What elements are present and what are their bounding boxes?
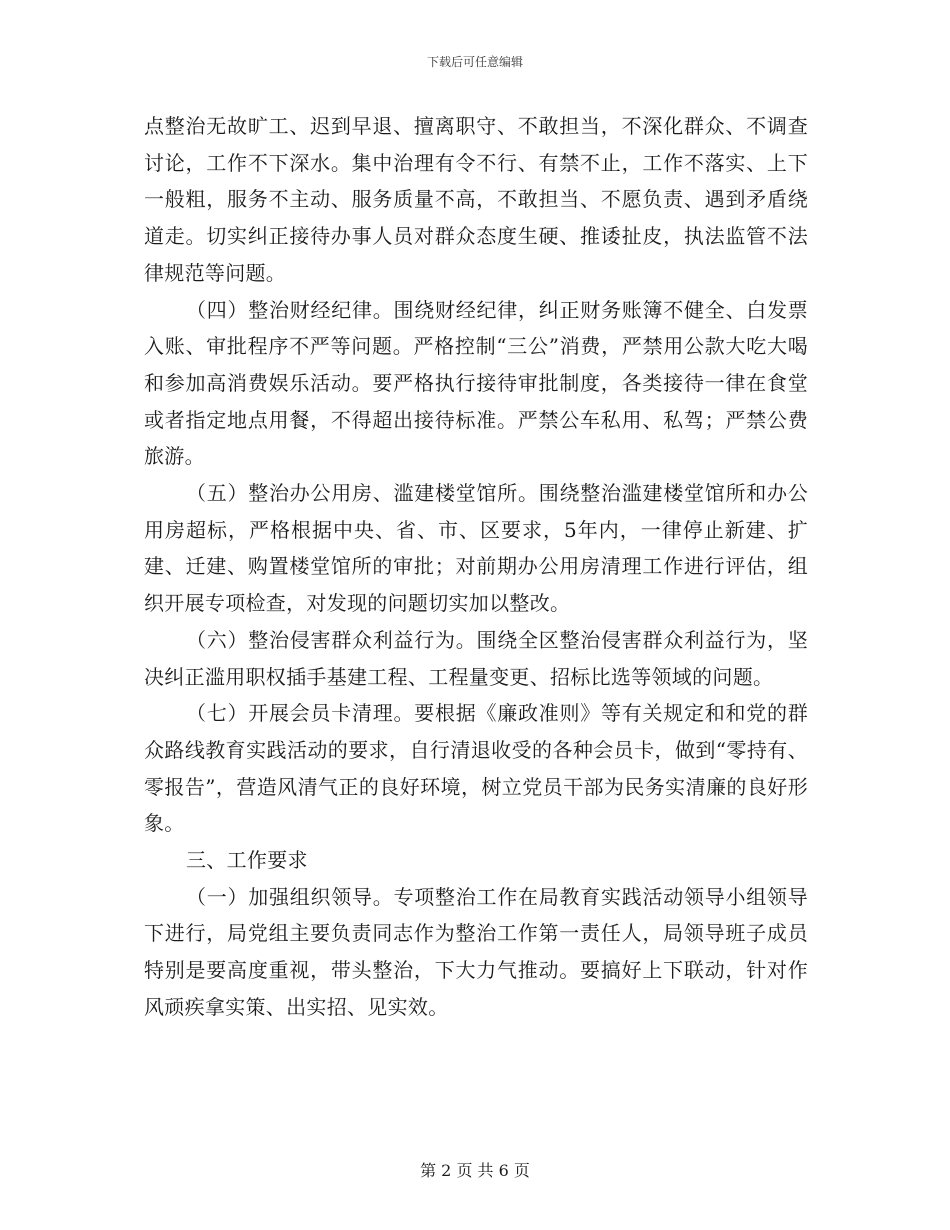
paragraph-membership-cards: （七）开展会员卡清理。要根据《廉政准则》等有关规定和和党的群众路线教育实践活动的要求，自行清退收受的各种会员卡，做到“零持有、零报告”，营造风清气正的良好环境，树立党员干部为民务实清廉的良好形象。: [144, 701, 808, 836]
paragraph-office-buildings: （五）整治办公用房、滥建楼堂馆所。围绕整治滥建楼堂馆所和办公用房超标，严格根据中央、省、市、区要求，5年内，一律停止新建、扩建、迁建、购置楼堂馆所的审批；对前期办公用房清理工作进行评估，组织开展专项检查，对发现的问题切实加以整改。: [144, 481, 808, 616]
paragraph-organization-leadership: （一）加强组织领导。专项整治工作在局教育实践活动领导小组领导下进行，局党组主要负责同志作为整治工作第一责任人，局领导班子成员特别是要高度重视，带头整治，下大力气推动。要搞好上下联动，针对作风顽疾拿实策、出实招、见实效。: [144, 884, 808, 1019]
document-body: [144, 108, 808, 1026]
paragraph-public-interest: （六）整治侵害群众利益行为。围绕全区整治侵害群众利益行为，坚决纠正滥用职权插手基建工程、工程量变更、招标比选等领域的问题。: [144, 627, 808, 689]
paragraph-finance-discipline: （四）整治财经纪律。围绕财经纪律，纠正财务账簿不健全、白发票入账、审批程序不严等问题。严格控制“三公”消费，严禁用公款大吃大喝和参加高消费娱乐活动。要严格执行接待审批制度，各类接待一律在食堂或者指定地点用餐，不得超出接待标准。严禁公车私用、私驾；严禁公费旅游。: [144, 297, 808, 469]
paragraph-continuation: 点整治无故旷工、迟到早退、擅离职守、不敢担当，不深化群众、不调查讨论，工作不下深水。集中治理有令不行、有禁不止，工作不落实、上下一般粗，服务不主动、服务质量不高，不敢担当、不愿负责、遇到矛盾绕道走。切实纠正接待办事人员对群众态度生硬、推诿扯皮，执法监管不法律规范等问题。: [144, 114, 808, 285]
section-heading-work-requirements: 三、工作要求: [186, 848, 308, 873]
page-footer: 第 2 页 共 6 页: [420, 1161, 530, 1180]
page-header: 下载后可任意编辑: [426, 55, 523, 69]
